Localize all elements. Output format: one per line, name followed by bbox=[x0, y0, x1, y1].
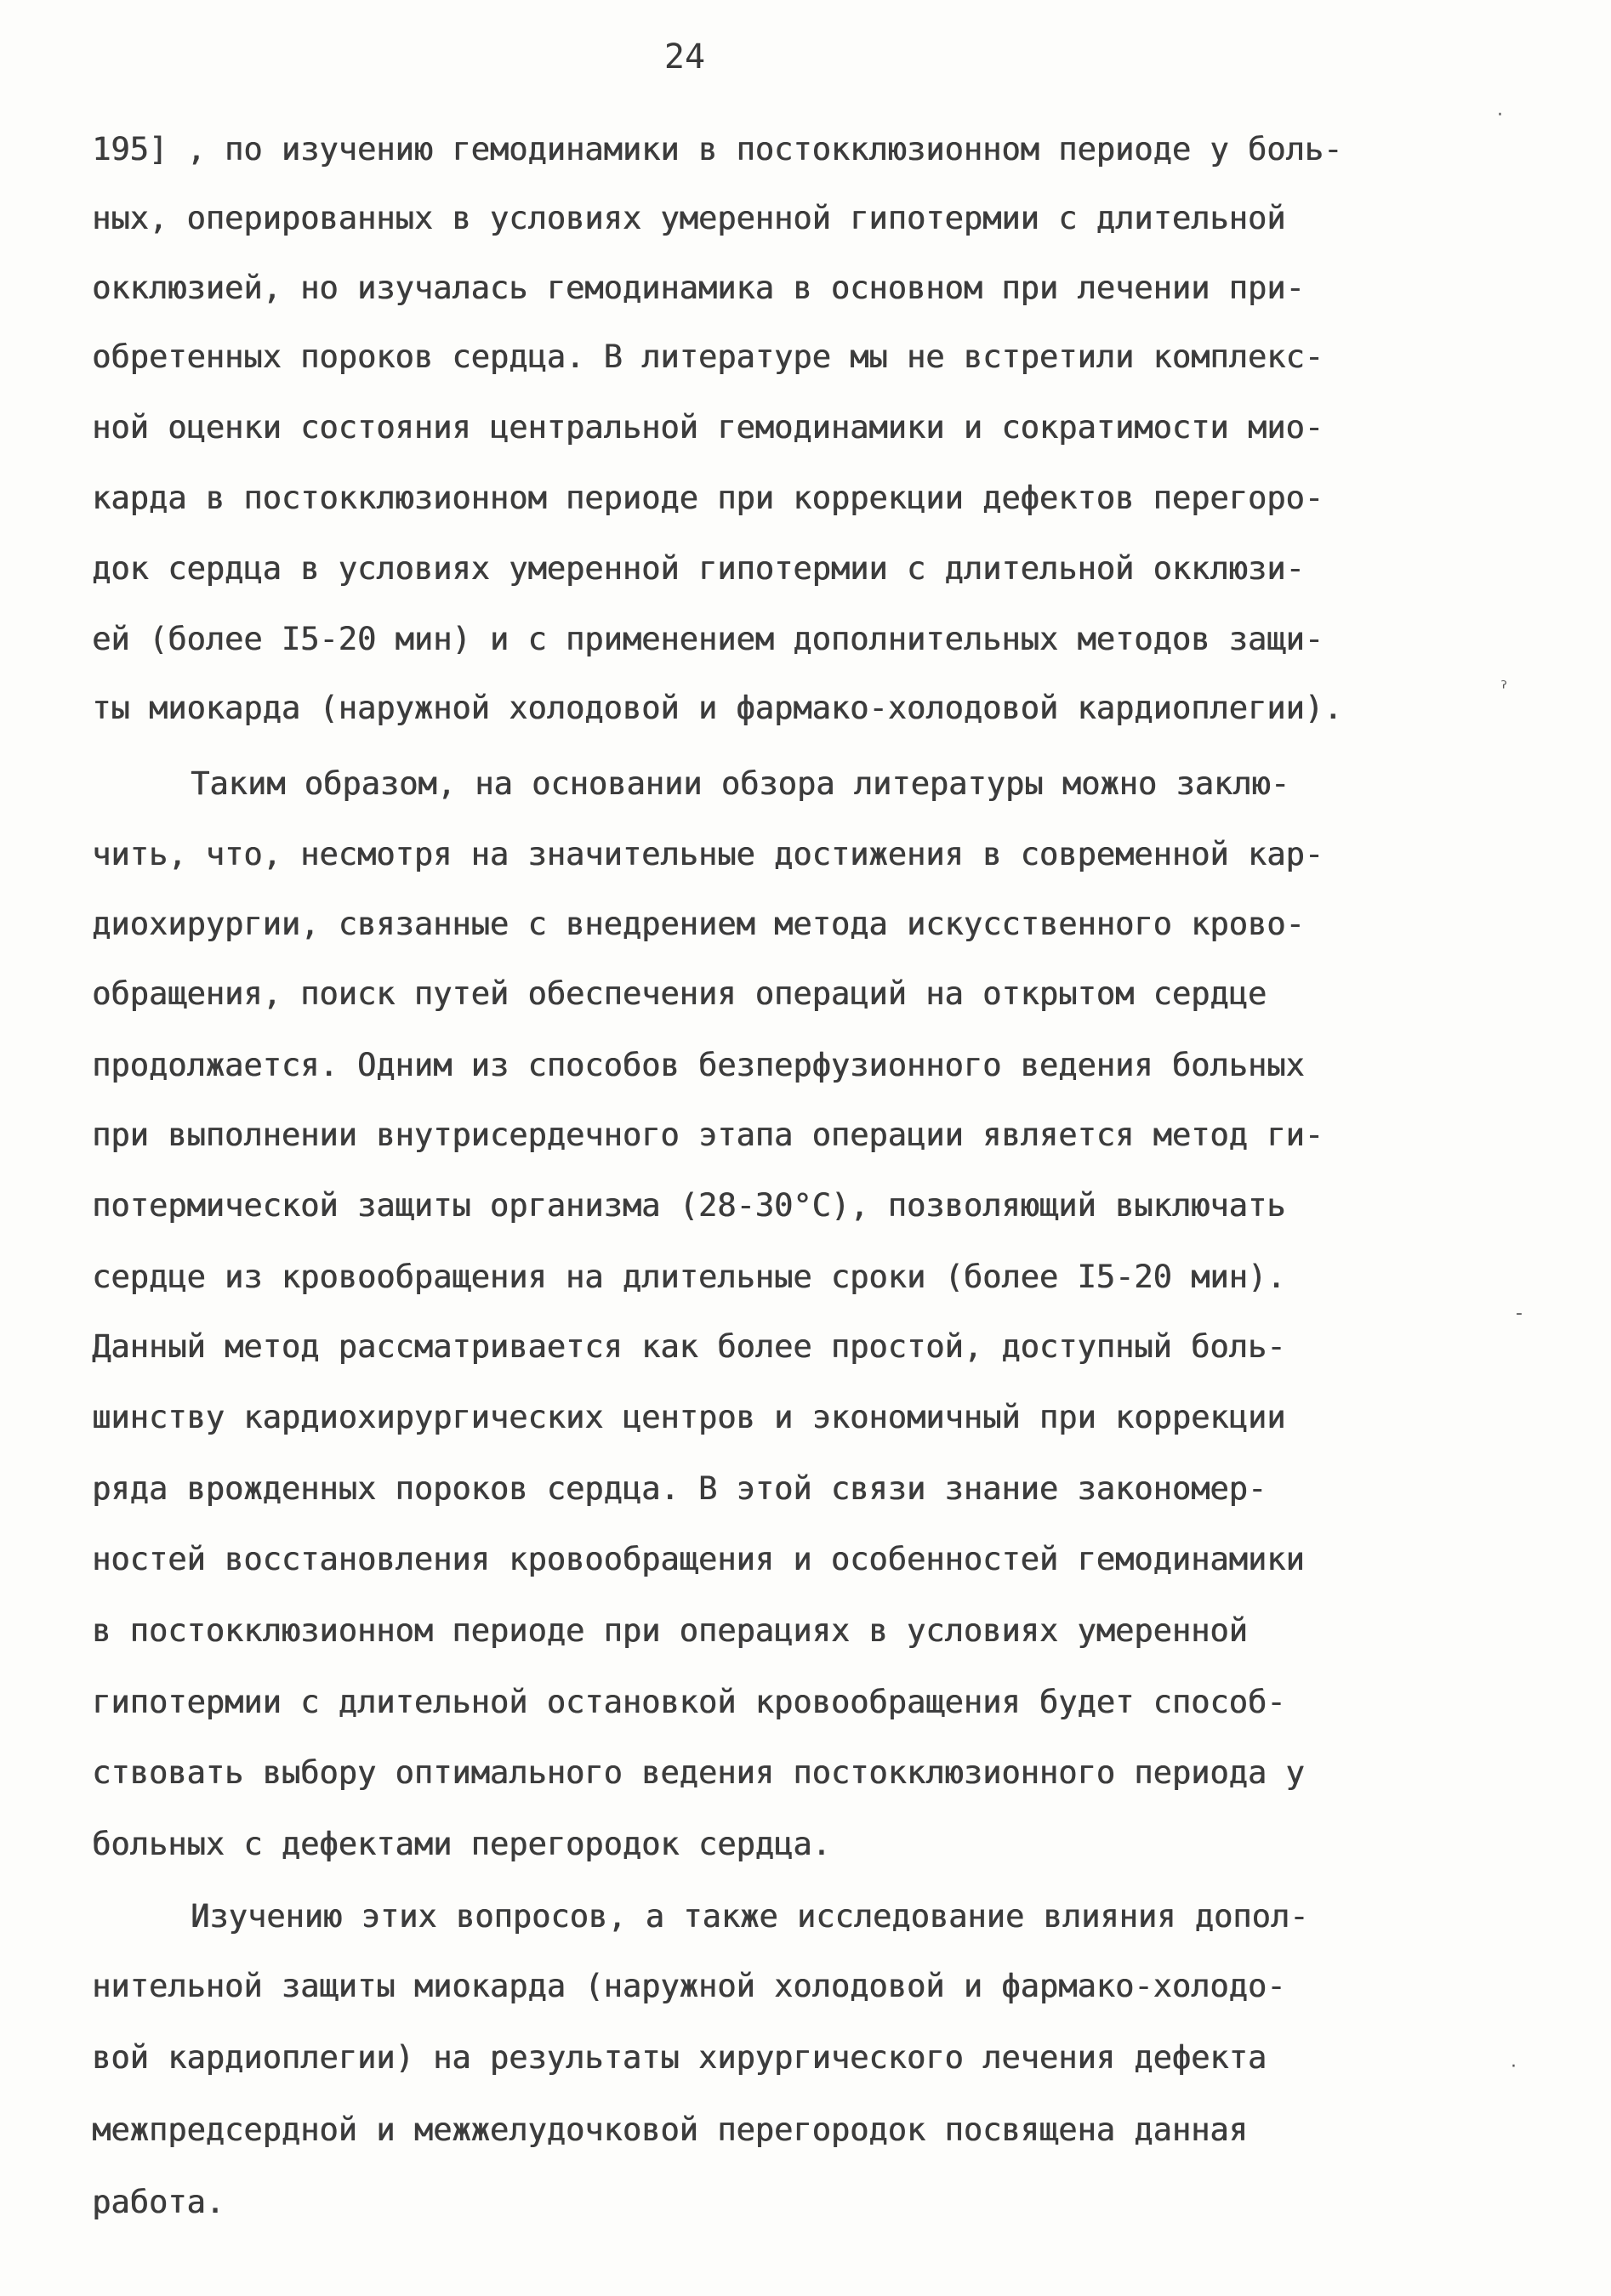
paragraph-first-line: Изучению этих вопросов, а также исследование влияния допол- bbox=[191, 1898, 1309, 1935]
page-number: 24 bbox=[663, 37, 706, 77]
text-line: обретенных пороков сердца. В литературе мы не встретили комплекс- bbox=[92, 338, 1324, 375]
text-line: диохирургии, связанные с внедрением метода искусственного крово- bbox=[92, 906, 1305, 942]
text-line: сердце из кровообращения на длительные сроки (более I5-20 мин). bbox=[92, 1259, 1286, 1295]
text-line: 195] , по изучению гемодинамики в постокклюзионном периоде у боль- bbox=[92, 131, 1343, 168]
text-line: шинству кардиохирургических центров и экономичный при коррекции bbox=[92, 1399, 1286, 1435]
paragraph-first-line: Таким образом, на основании обзора литературы можно заклю- bbox=[191, 765, 1290, 802]
text-line: ей (более I5-20 мин) и с применением дополнительных методов защи- bbox=[92, 621, 1324, 657]
text-line: нительной защиты миокарда (наружной холодовой и фармако-холодо- bbox=[92, 1968, 1286, 2004]
text-line: гипотермии с длительной остановкой кровообращения будет способ- bbox=[92, 1684, 1286, 1720]
scan-speck: · bbox=[1497, 105, 1503, 126]
text-line: карда в постокклюзионном периоде при коррекции дефектов перегоро- bbox=[92, 480, 1324, 516]
scan-speck: ˀ bbox=[1500, 679, 1508, 700]
text-line: ной оценки состояния центральной гемодинамики и сократимости мио- bbox=[92, 409, 1324, 446]
text-line: окклюзией, но изучалась гемодинамика в основном при лечении при- bbox=[92, 270, 1305, 306]
text-line: ностей восстановления кровообращения и особенностей гемодинамики bbox=[92, 1541, 1305, 1577]
text-line: ты миокарда (наружной холодовой и фармако-холодовой кардиоплегии). bbox=[92, 690, 1343, 726]
text-line: при выполнении внутрисердечного этапа операции является метод ги- bbox=[92, 1117, 1324, 1153]
scan-speck: · bbox=[1511, 2056, 1517, 2077]
text-line: док сердца в условиях умеренной гипотермии с длительной окклюзи- bbox=[92, 550, 1305, 587]
text-line: продолжается. Одним из способов безперфузионного ведения больных bbox=[92, 1047, 1305, 1083]
text-line: в постокклюзионном периоде при операциях в условиях умеренной bbox=[92, 1612, 1248, 1649]
text-line: ных, оперированных в условиях умеренной гипотермии с длительной bbox=[92, 200, 1286, 236]
text-line: ствовать выбору оптимального ведения постокклюзионного периода у bbox=[92, 1754, 1305, 1791]
text-line: вой кардиоплегии) на результаты хирургического лечения дефекта bbox=[92, 2039, 1267, 2076]
text-line: обращения, поиск путей обеспечения операций на открытом сердце bbox=[92, 975, 1267, 1012]
text-line: работа. bbox=[92, 2184, 225, 2220]
text-line: Данный метод рассматривается как более простой, доступный боль- bbox=[92, 1328, 1286, 1365]
text-line: ряда врожденных пороков сердца. В этой связи знание закономер- bbox=[92, 1470, 1267, 1507]
text-line: межпредсердной и межжелудочковой перегородок посвящена данная bbox=[92, 2111, 1248, 2148]
text-line: больных с дефектами перегородок сердца. bbox=[92, 1826, 831, 1862]
scan-speck: ‐ bbox=[1516, 1303, 1523, 1324]
text-line: потермической защиты организма (28-30°С), позволяющий выключать bbox=[92, 1187, 1286, 1224]
text-line: чить, что, несмотря на значительные достижения в современной кар- bbox=[92, 836, 1324, 872]
